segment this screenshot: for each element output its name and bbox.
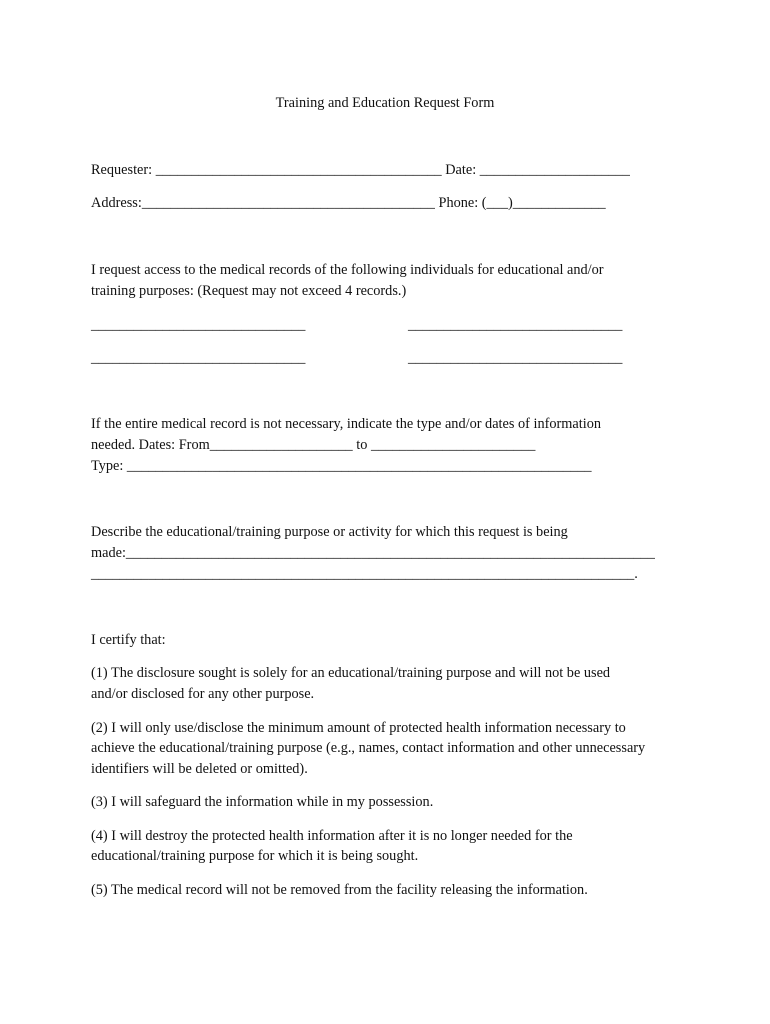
certify-item-1-line-2: and/or disclosed for any other purpose. <box>91 686 315 702</box>
partial-record-line-1: If the entire medical record is not necessary, indicate the type and/or dates of information <box>91 416 601 432</box>
partial-record-dates-line: needed. Dates: From____________________ to _______________________ <box>91 437 536 453</box>
certify-item-4-line-2: educational/training purpose for which it is being sought. <box>91 848 419 864</box>
record-blank-1: ______________________________ <box>91 317 306 333</box>
partial-record-type-line: Type: _________________________________________________________________ <box>91 458 592 474</box>
certify-heading: I certify that: <box>91 632 166 648</box>
request-text-line-2: training purposes: (Request may not exceed 4 records.) <box>91 283 407 299</box>
certify-item-2-line-2: achieve the educational/training purpose (e.g., names, contact information and other unnecessary <box>91 740 646 756</box>
certify-item-3-line-1: (3) I will safeguard the information while in my possession. <box>91 794 434 810</box>
certify-item-5-line-1: (5) The medical record will not be removed from the facility releasing the information. <box>91 882 588 898</box>
record-blank-4: ______________________________ <box>408 350 623 366</box>
address-phone-line: Address:_________________________________________ Phone: (___)_____________ <box>91 195 606 211</box>
certify-item-2-line-1: (2) I will only use/disclose the minimum amount of protected health information necessary to <box>91 720 626 736</box>
purpose-line-1: Describe the educational/training purpose or activity for which this request is being <box>91 524 568 540</box>
purpose-line-2: made:__________________________________________________________________________ <box>91 545 655 561</box>
record-blank-3: ______________________________ <box>91 350 306 366</box>
certify-item-2-line-3: identifiers will be deleted or omitted). <box>91 761 308 777</box>
purpose-line-3: ____________________________________________________________________________. <box>91 566 638 582</box>
record-blank-2: ______________________________ <box>408 317 623 333</box>
requester-date-line: Requester: ________________________________________ Date: _____________________ <box>91 162 630 178</box>
certify-item-1-line-1: (1) The disclosure sought is solely for an educational/training purpose and will not be used <box>91 665 611 681</box>
request-text-line-1: I request access to the medical records of the following individuals for educational and/or <box>91 262 604 278</box>
certify-item-4-line-1: (4) I will destroy the protected health information after it is no longer needed for the <box>91 828 573 844</box>
form-title: Training and Education Request Form <box>275 95 495 111</box>
